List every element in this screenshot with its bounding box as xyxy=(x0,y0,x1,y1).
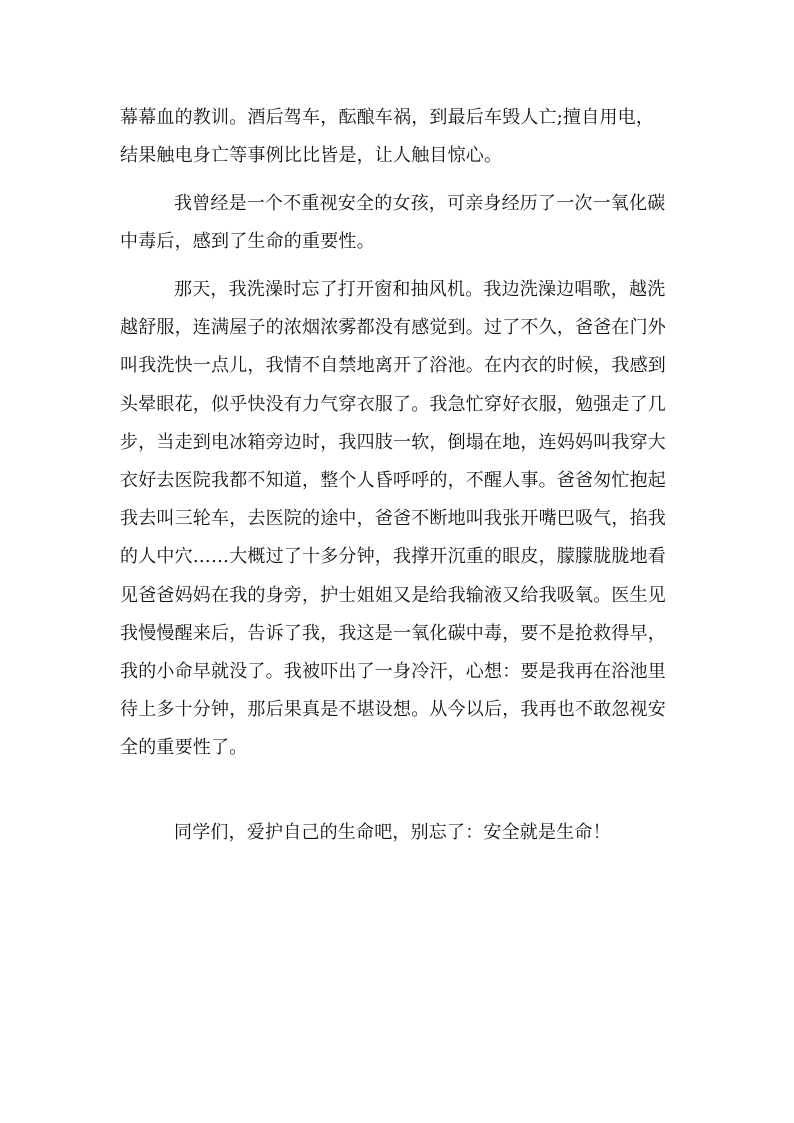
text-line: 我慢慢醒来后，告诉了我，我这是一氧化碳中毒，要不是抢救得早， xyxy=(120,622,666,644)
text-line: 幕幕血的教训。酒后驾车，酝酿车祸，到最后车毁人亡;擅自用电， xyxy=(120,107,655,128)
text-line: 结果触电身亡等事例比比皆是，让人触目惊心。 xyxy=(120,145,503,167)
text-line: 全的重要性了。 xyxy=(120,737,248,759)
text-line: 中毒后，感到了生命的重要性。 xyxy=(120,231,375,253)
paragraph-2 xyxy=(120,185,680,261)
paragraph-4 xyxy=(120,814,680,852)
text-line: 同学们，爱护自己的生命吧，别忘了：安全就是生命！ xyxy=(174,822,611,843)
text-line: 我去叫三轮车，去医院的途中，爸爸不断地叫我张开嘴巴吸气，掐我 xyxy=(120,508,666,530)
text-line: 越舒服，连满屋子的浓烟浓雾都没有感觉到。过了不久，爸爸在门外 xyxy=(120,317,666,339)
paragraph-1 xyxy=(120,99,680,175)
text-line: 的人中穴……大概过了十多分钟，我撑开沉重的眼皮，朦朦胧胧地看 xyxy=(120,546,666,568)
text-line: 我曾经是一个不重视安全的女孩，可亲身经历了一次一氧化碳 xyxy=(174,193,666,214)
text-line: 待上多十分钟，那后果真是不堪设想。从今以后，我再也不敢忽视安 xyxy=(120,699,666,721)
text-line: 我的小命早就没了。我被吓出了一身冷汗，心想：要是我再在浴池里 xyxy=(120,660,666,682)
paragraph-3 xyxy=(120,271,680,767)
text-line: 见爸爸妈妈在我的身旁，护士姐姐又是给我输液又给我吸氧。医生见 xyxy=(120,584,666,606)
text-line: 叫我洗快一点儿，我情不自禁地离开了浴池。在内衣的时候，我感到 xyxy=(120,355,666,377)
text-line: 头晕眼花，似乎快没有力气穿衣服了。我急忙穿好衣服，勉强走了几 xyxy=(120,393,666,415)
text-line: 步，当走到电冰箱旁边时，我四肢一软，倒塌在地，连妈妈叫我穿大 xyxy=(120,431,666,453)
text-line: 那天，我洗澡时忘了打开窗和抽风机。我边洗澡边唱歌，越洗 xyxy=(174,279,666,300)
text-line: 衣好去医院我都不知道，整个人昏呼呼的，不醒人事。爸爸匆忙抱起 xyxy=(120,469,666,491)
